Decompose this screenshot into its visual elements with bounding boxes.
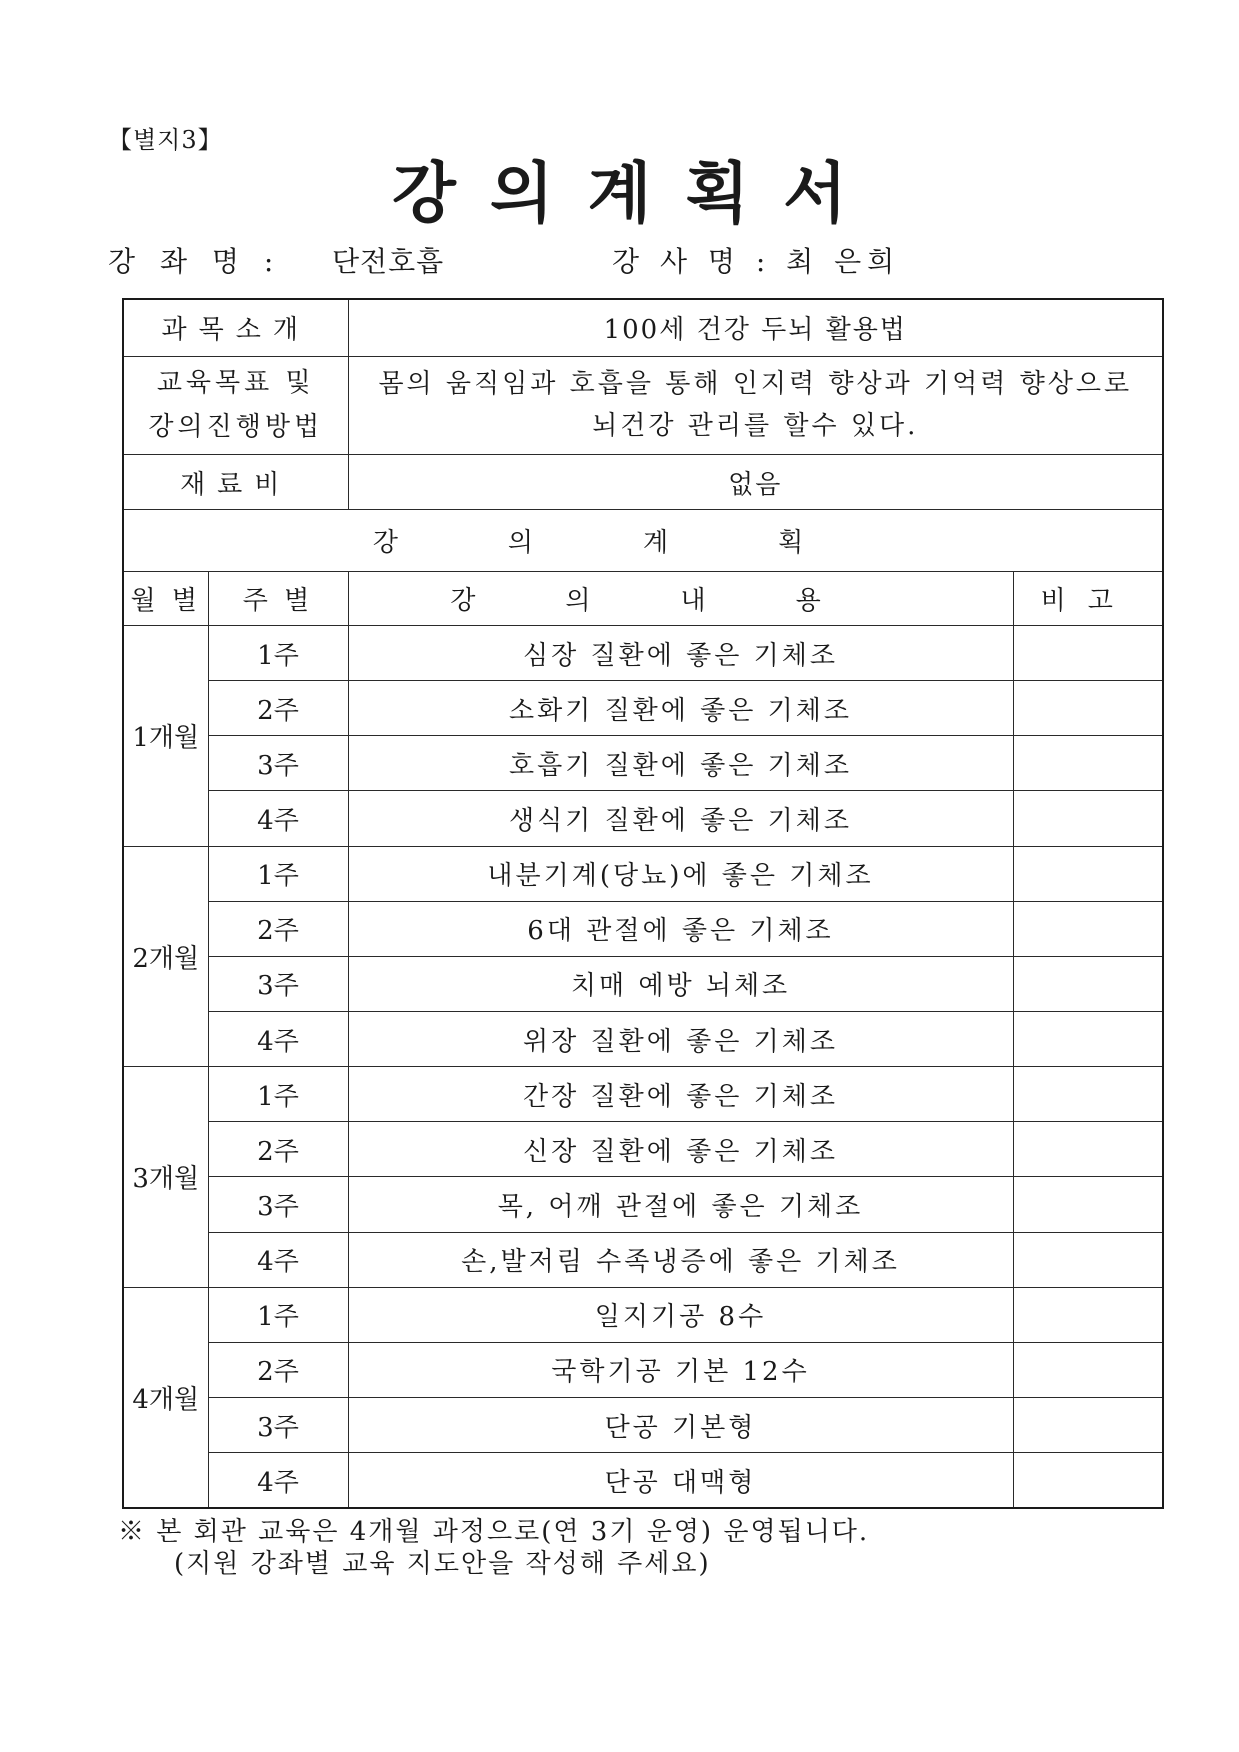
goal-label-line-2: 강의진행방법 <box>148 412 324 443</box>
footer-line-2: (지원 강좌별 교육 지도안을 작성해 주세요) <box>174 1549 711 1579</box>
content-cell: 소화기 질환에 좋은 기체조 <box>348 681 1013 736</box>
schedule-row <box>123 1067 1163 1122</box>
schedule-row <box>123 901 1163 956</box>
week-cell: 4주 <box>208 1011 348 1066</box>
section-row <box>123 510 1163 572</box>
note-cell <box>1013 956 1163 1011</box>
week-cell: 1주 <box>208 846 348 901</box>
note-cell <box>1013 901 1163 956</box>
week-cell: 1주 <box>208 1287 348 1342</box>
week-cell: 4주 <box>208 1232 348 1287</box>
content-cell: 심장 질환에 좋은 기체조 <box>348 625 1013 680</box>
month-cell: 2개월 <box>123 846 208 1067</box>
goal-label-line-1: 교육목표 및 <box>156 368 315 399</box>
lecture-plan-table <box>122 298 1164 1509</box>
note-cell <box>1013 736 1163 791</box>
intro-row <box>123 299 1163 356</box>
content-cell: 단공 대맥형 <box>348 1453 1013 1508</box>
week-cell: 4주 <box>208 791 348 846</box>
content-cell: 치매 예방 뇌체조 <box>348 956 1013 1011</box>
note-cell <box>1013 681 1163 736</box>
goal-value-line-2: 뇌건강 관리를 할수 있다. <box>592 411 919 442</box>
week-cell: 4주 <box>208 1453 348 1508</box>
schedule-row <box>123 625 1163 680</box>
content-cell: 간장 질환에 좋은 기체조 <box>348 1067 1013 1122</box>
week-cell: 3주 <box>208 1397 348 1452</box>
content-cell: 호흡기 질환에 좋은 기체조 <box>348 736 1013 791</box>
goal-value <box>348 356 1163 454</box>
footer-line-1: ※ 본 회관 교육은 4개월 과정으로(연 3기 운영) 운영됩니다. <box>118 1517 870 1547</box>
goal-label <box>123 356 348 454</box>
content-cell: 단공 기본형 <box>348 1397 1013 1452</box>
week-cell: 2주 <box>208 1122 348 1177</box>
schedule-row <box>123 1287 1163 1342</box>
instructor-name: 강 사 명 : 최 은희 <box>612 245 901 278</box>
note-cell <box>1013 1287 1163 1342</box>
intro-value: 100세 건강 두뇌 활용법 <box>348 299 1163 356</box>
section-title: 강의계획 <box>123 510 1163 572</box>
note-cell <box>1013 1011 1163 1066</box>
schedule-row <box>123 956 1163 1011</box>
content-cell: 국학기공 기본 12수 <box>348 1342 1013 1397</box>
course-name-value: 단전호흡 <box>332 245 445 278</box>
content-cell: 내분기계(당뇨)에 좋은 기체조 <box>348 846 1013 901</box>
col-content-header: 강의내용 <box>348 571 1013 625</box>
schedule-row <box>123 791 1163 846</box>
month-cell: 3개월 <box>123 1067 208 1288</box>
week-cell: 3주 <box>208 736 348 791</box>
week-cell: 1주 <box>208 625 348 680</box>
schedule-row <box>123 1177 1163 1232</box>
week-cell: 2주 <box>208 901 348 956</box>
form-tag: 【별지3】 <box>108 126 223 154</box>
goal-row <box>123 356 1163 454</box>
fee-row <box>123 455 1163 510</box>
footer-note <box>118 1516 869 1580</box>
page-title: 강의계획서 <box>392 154 881 232</box>
content-cell: 신장 질환에 좋은 기체조 <box>348 1122 1013 1177</box>
schedule-row <box>123 1453 1163 1508</box>
col-month-header: 월 별 <box>123 571 208 625</box>
schedule-row <box>123 846 1163 901</box>
content-cell: 위장 질환에 좋은 기체조 <box>348 1011 1013 1066</box>
column-header-row <box>123 571 1163 625</box>
schedule-row <box>123 1232 1163 1287</box>
note-cell <box>1013 846 1163 901</box>
note-cell <box>1013 791 1163 846</box>
content-cell: 6대 관절에 좋은 기체조 <box>348 901 1013 956</box>
note-cell <box>1013 1453 1163 1508</box>
intro-label: 과목소개 <box>123 299 348 356</box>
schedule-row <box>123 1011 1163 1066</box>
content-cell: 일지기공 8수 <box>348 1287 1013 1342</box>
content-cell: 생식기 질환에 좋은 기체조 <box>348 791 1013 846</box>
note-cell <box>1013 625 1163 680</box>
fee-value: 없음 <box>348 455 1163 510</box>
note-cell <box>1013 1067 1163 1122</box>
col-week-header: 주 별 <box>208 571 348 625</box>
schedule-row <box>123 1122 1163 1177</box>
month-cell: 1개월 <box>123 625 208 846</box>
note-cell <box>1013 1177 1163 1232</box>
note-cell <box>1013 1397 1163 1452</box>
goal-value-line-1: 몸의 움직임과 호흡을 통해 인지력 향상과 기억력 향상으로 <box>378 369 1133 400</box>
course-name-label: 강 좌 명 : <box>108 245 282 278</box>
week-cell: 2주 <box>208 1342 348 1397</box>
schedule-row <box>123 1342 1163 1397</box>
week-cell: 3주 <box>208 1177 348 1232</box>
schedule-row <box>123 681 1163 736</box>
week-cell: 3주 <box>208 956 348 1011</box>
note-cell <box>1013 1232 1163 1287</box>
note-cell <box>1013 1342 1163 1397</box>
week-cell: 1주 <box>208 1067 348 1122</box>
week-cell: 2주 <box>208 681 348 736</box>
content-cell: 목, 어깨 관절에 좋은 기체조 <box>348 1177 1013 1232</box>
schedule-row <box>123 736 1163 791</box>
schedule-row <box>123 1397 1163 1452</box>
content-cell: 손,발저림 수족냉증에 좋은 기체조 <box>348 1232 1013 1287</box>
month-cell: 4개월 <box>123 1287 208 1508</box>
col-note-header: 비고 <box>1013 571 1163 625</box>
fee-label: 재료비 <box>123 455 348 510</box>
note-cell <box>1013 1122 1163 1177</box>
